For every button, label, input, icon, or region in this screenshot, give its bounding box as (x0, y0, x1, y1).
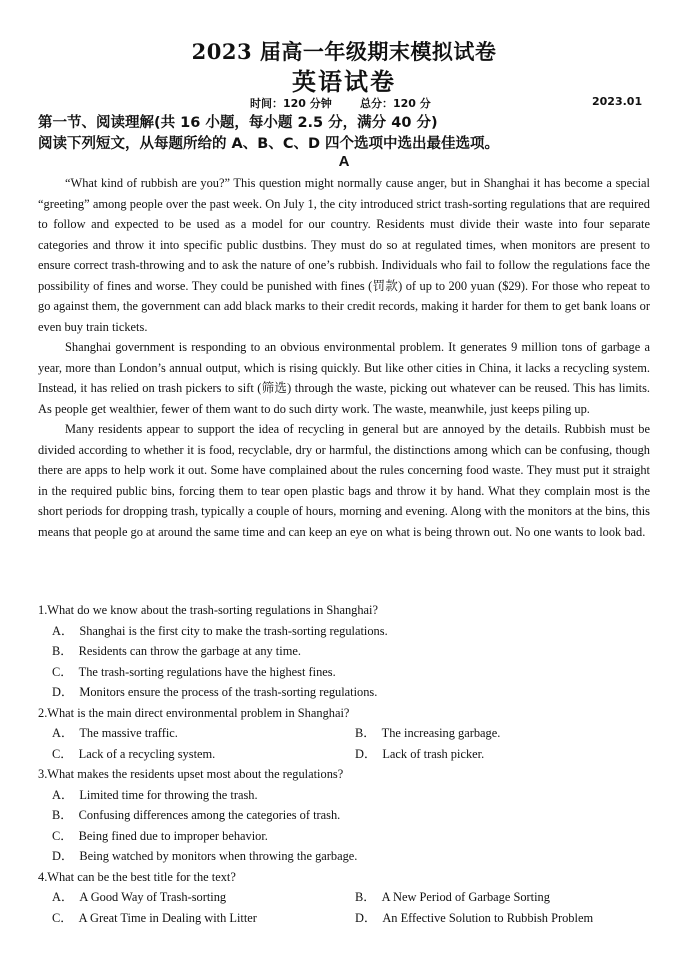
section-instruction: 阅读下列短文，从每题所给的 A、B、C、D 四个选项中选出最佳选项。 (38, 136, 500, 152)
option-d[interactable] (355, 744, 658, 765)
option-label: B． (52, 644, 73, 658)
exam-date: 2023.01 (592, 95, 643, 108)
option-label: C． (52, 746, 73, 761)
option-text: The increasing garbage. (381, 726, 501, 740)
option-label: A． (52, 623, 74, 638)
option-text: Being watched by monitors when throwing the garbage. (79, 849, 358, 863)
question-stem: 4.What can be the best title for the text? (38, 869, 236, 884)
option-text: A Good Way of Trash-sorting (79, 890, 227, 904)
passage-letter: A (338, 153, 350, 170)
passage-paragraph-2: Shanghai government is responding to an obvious environmental problem. It generates 9 million tons of garbage a year, more than London’s annual output, which is rising quickly. But like other cities in China, it lacks a recycling system. Instead, it has relied on trash pickers to sift (筛选) through the waste, picking out whatever can be reused. This has limits. As people get wealthier, fewer of them want to do such dirty work. The waste, meanwhile, just keeps piling up. (38, 340, 650, 416)
option-d[interactable] (355, 908, 658, 929)
option-text: Monitors ensure the process of the trash-sorting regulations. (79, 685, 378, 699)
option-label: B． (355, 890, 376, 904)
option-label: A． (52, 726, 74, 740)
option-d[interactable] (52, 846, 658, 867)
question-stem: 2.What is the main direct environmental problem in Shanghai? (38, 705, 350, 720)
option-row (52, 723, 658, 744)
option-text: Limited time for throwing the trash. (79, 787, 258, 802)
option-label: A． (52, 787, 74, 802)
option-b[interactable] (355, 887, 658, 908)
option-label: D． (52, 685, 74, 699)
option-text: Lack of trash picker. (382, 746, 485, 761)
option-b[interactable] (52, 805, 658, 826)
option-a[interactable] (52, 785, 658, 806)
question-stem: 3.What makes the residents upset most about the regulations? (38, 767, 344, 781)
section-heading: 第一节、阅读理解(共 16 小题，每小题 2.5 分，满分 40 分) (38, 115, 438, 131)
question-list (38, 600, 658, 928)
question-stem: 1.What do we know about the trash-sorting regulations in Shanghai? (38, 603, 378, 617)
question-1 (38, 600, 658, 703)
option-c[interactable] (52, 908, 355, 929)
option-text: Lack of a recycling system. (78, 746, 216, 761)
option-d[interactable] (52, 682, 658, 703)
option-text: An Effective Solution to Rubbish Problem (382, 910, 594, 925)
option-row (52, 744, 658, 765)
option-text: A Great Time in Dealing with Litter (78, 910, 257, 925)
option-text: A New Period of Garbage Sorting (381, 890, 550, 904)
option-label: C． (52, 828, 73, 843)
option-label: D． (355, 746, 377, 761)
option-a[interactable] (52, 621, 658, 642)
option-b[interactable] (355, 723, 658, 744)
option-label: C． (52, 910, 73, 925)
option-b[interactable] (52, 641, 658, 662)
exam-score: 总分：120 分 (360, 97, 431, 110)
reading-passage (38, 173, 650, 542)
exam-time: 时间：120 分钟 (250, 97, 332, 110)
option-label: B． (52, 808, 73, 822)
option-text: The trash-sorting regulations have the highest fines. (78, 664, 336, 679)
option-a[interactable] (52, 887, 355, 908)
exam-title: 2023 届高一年级期末模拟试卷 (191, 39, 497, 64)
option-label: D． (355, 910, 377, 925)
option-label: A． (52, 890, 74, 904)
question-4 (38, 867, 658, 929)
option-row (52, 908, 658, 929)
option-text: The massive traffic. (79, 726, 178, 740)
exam-subject: 英语试卷 (292, 67, 396, 96)
option-a[interactable] (52, 723, 355, 744)
option-c[interactable] (52, 662, 658, 683)
option-c[interactable] (52, 826, 658, 847)
question-2 (38, 703, 658, 765)
option-row (52, 887, 658, 908)
passage-paragraph-1: “What kind of rubbish are you?” This question might normally cause anger, but in Shanghai it has become a special “greeting” among people over the past week. On July 1, the city introduced strict trash-sorting regulations that are required to follow and expected to be used as a model for our country. Residents must divide their waste into four separate categories and throw it into specific public dustbins. They must do so at regulated times, when monitors are present to ensure correct trash-throwing and to ask the nature of one’s rubbish. Individuals who fail to follow the regulations face the possibility of fines and worse. They could be punished with fines (罚款) of up to 200 yuan ($29). For those who repeat to go against them, the government can add black marks to their credit records, making it harder for them to get bank loans or even buy train tickets. (38, 176, 650, 334)
option-text: Residents can throw the garbage at any time. (78, 644, 301, 658)
option-text: Confusing differences among the categories of trash. (78, 808, 341, 822)
option-label: D． (52, 849, 74, 863)
passage-paragraph-3: Many residents appear to support the idea of recycling in general but are annoyed by the details. Rubbish must be divided according to whether it is food, recyclable, dry or harmful, the distinctions among which can be confusing, though there are apps to help work it out. Some have complained about the rules concerning food waste. They must put it straight in the required public bins, forcing them to tear open plastic bags and throw it by hand. What they complain most is the short periods for dropping trash, typically a couple of hours, morning and evening. Along with the monitors at the bins, this means that people go at around the same time and can keep an eye on what is being thrown out. No one wants to look bad. (38, 422, 650, 539)
question-3 (38, 764, 658, 867)
option-text: Being fined due to improper behavior. (78, 828, 268, 843)
option-label: B． (355, 726, 376, 740)
option-label: C． (52, 664, 73, 679)
option-text: Shanghai is the first city to make the trash-sorting regulations. (79, 623, 388, 638)
option-c[interactable] (52, 744, 355, 765)
